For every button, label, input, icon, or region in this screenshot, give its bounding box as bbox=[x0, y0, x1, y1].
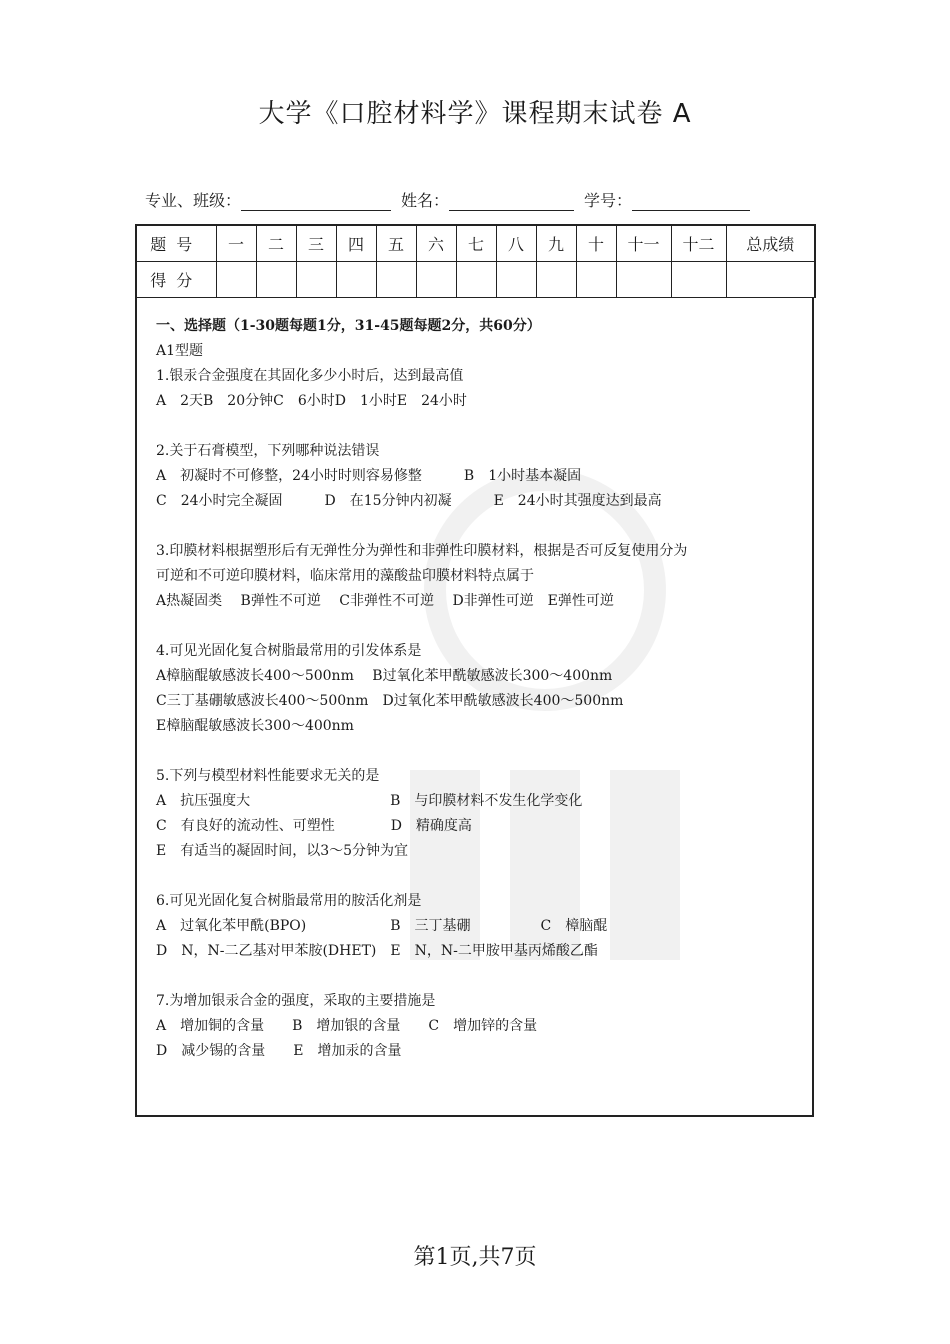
question-item bbox=[156, 639, 806, 739]
page-number: 第1页,共7页 bbox=[413, 1245, 537, 1270]
question-stem: 2.关于石膏模型，下列哪种说法错误 bbox=[156, 443, 380, 459]
question-stem: 4.可见光固化复合树脂最常用的引发体系是 bbox=[156, 643, 422, 659]
total-score-header: 总成绩 bbox=[726, 225, 815, 262]
question-item bbox=[156, 364, 806, 414]
major-class-blank[interactable] bbox=[241, 190, 391, 211]
question-options: A 2天B 20分钟C 6小时D 1小时E 24小时 bbox=[156, 393, 467, 409]
question-item bbox=[156, 889, 806, 964]
question-item bbox=[156, 764, 806, 864]
score-table-score-row bbox=[136, 262, 815, 298]
student-id-blank[interactable] bbox=[632, 190, 750, 211]
score-table bbox=[135, 224, 816, 298]
score-cell[interactable] bbox=[416, 262, 456, 298]
question-options: A 初凝时不可修整，24小时时则容易修整 B 1小时基本凝固 bbox=[156, 468, 582, 484]
column-header: 十 bbox=[576, 225, 616, 262]
question-options: D N，N-二乙基对甲苯胺(DHET) E N，N-二甲胺甲基丙烯酸乙酯 bbox=[156, 943, 598, 959]
column-header: 十一 bbox=[616, 225, 671, 262]
column-header: 十二 bbox=[671, 225, 726, 262]
major-class-label: 专业、班级： bbox=[145, 191, 242, 210]
question-number-label: 题号 bbox=[136, 225, 216, 262]
score-cell[interactable] bbox=[671, 262, 726, 298]
score-cell[interactable] bbox=[336, 262, 376, 298]
question-stem: 3.印膜材料根据塑形后有无弹性分为弹性和非弹性印膜材料，根据是否可反复使用分为 bbox=[156, 543, 688, 559]
name-label: 姓名： bbox=[401, 191, 450, 210]
question-stem: 1.银汞合金强度在其固化多少小时后，达到最高值 bbox=[156, 368, 464, 384]
column-header: 二 bbox=[256, 225, 296, 262]
score-cell[interactable] bbox=[616, 262, 671, 298]
total-score-cell[interactable] bbox=[726, 262, 815, 298]
question-options: E樟脑醌敏感波长300～400nm bbox=[156, 718, 354, 734]
question-content bbox=[156, 314, 806, 1089]
score-label: 得分 bbox=[136, 262, 216, 298]
score-cell[interactable] bbox=[536, 262, 576, 298]
exam-title: 大学《口腔材料学》课程期末试卷 A bbox=[258, 99, 692, 129]
question-options: A 增加铜的含量 B 增加银的含量 C 增加锌的含量 bbox=[156, 1018, 538, 1034]
question-options: C 24小时完全凝固 D 在15分钟内初凝 E 24小时其强度达到最高 bbox=[156, 493, 662, 509]
column-header: 三 bbox=[296, 225, 336, 262]
column-header: 六 bbox=[416, 225, 456, 262]
question-options: E 有适当的凝固时间，以3～5分钟为宜 bbox=[156, 843, 409, 859]
column-header: 五 bbox=[376, 225, 416, 262]
question-options: D 减少锡的含量 E 增加汞的含量 bbox=[156, 1043, 402, 1059]
question-item bbox=[156, 989, 806, 1064]
question-item bbox=[156, 439, 806, 514]
score-cell[interactable] bbox=[496, 262, 536, 298]
name-blank[interactable] bbox=[449, 190, 574, 211]
score-cell[interactable] bbox=[376, 262, 416, 298]
question-stem: 可逆和不可逆印膜材料，临床常用的藻酸盐印膜材料特点属于 bbox=[156, 568, 534, 584]
score-cell[interactable] bbox=[256, 262, 296, 298]
question-stem: 7.为增加银汞合金的强度，采取的主要措施是 bbox=[156, 993, 436, 1009]
column-header: 一 bbox=[216, 225, 256, 262]
question-options: A热凝固类 B弹性不可逆 C非弹性不可逆 D非弹性可逆 E弹性可逆 bbox=[156, 593, 614, 609]
score-cell[interactable] bbox=[456, 262, 496, 298]
question-options: A樟脑醌敏感波长400～500nm B过氧化苯甲酰敏感波长300～400nm bbox=[156, 668, 613, 684]
question-stem: 6.可见光固化复合树脂最常用的胺活化剂是 bbox=[156, 893, 422, 909]
question-options: C 有良好的流动性、可塑性 D 精确度高 bbox=[156, 818, 472, 834]
question-options: C三丁基硼敏感波长400～500nm D过氧化苯甲酰敏感波长400～500nm bbox=[156, 693, 624, 709]
question-stem: 5.下列与模型材料性能要求无关的是 bbox=[156, 768, 380, 784]
question-type-label: A1型题 bbox=[156, 343, 204, 359]
score-cell[interactable] bbox=[216, 262, 256, 298]
score-table-header-row bbox=[136, 225, 815, 262]
score-cell[interactable] bbox=[296, 262, 336, 298]
column-header: 四 bbox=[336, 225, 376, 262]
score-cell[interactable] bbox=[576, 262, 616, 298]
column-header: 八 bbox=[496, 225, 536, 262]
section-title: 一、选择题（1-30题每题1分，31-45题每题2分，共60分） bbox=[156, 318, 541, 334]
student-id-label: 学号： bbox=[584, 191, 633, 210]
question-options: A 过氧化苯甲酰(BPO) B 三丁基硼 C 樟脑醌 bbox=[156, 918, 608, 934]
column-header: 九 bbox=[536, 225, 576, 262]
student-info-row bbox=[145, 188, 805, 211]
column-header: 七 bbox=[456, 225, 496, 262]
question-item bbox=[156, 539, 806, 614]
question-options: A 抗压强度大 B 与印膜材料不发生化学变化 bbox=[156, 793, 583, 809]
